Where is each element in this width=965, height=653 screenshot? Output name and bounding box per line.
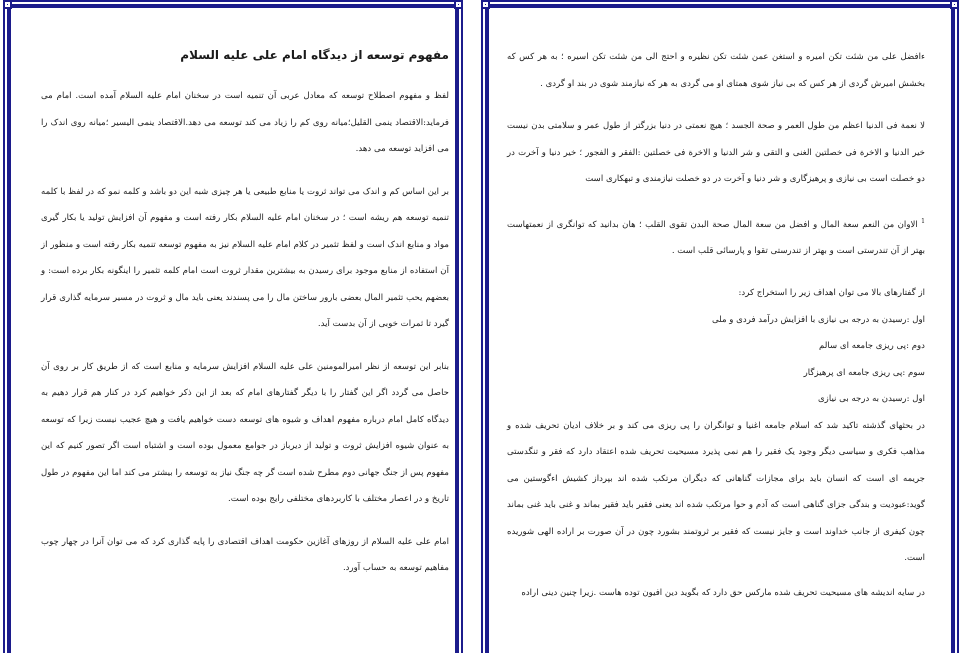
goal-item: دوم :پی ریزی جامعه ای سالم	[819, 341, 925, 352]
paragraph: امام علی علیه السلام از روزهای آغازین حکومت اهداف اقتصادی را پایه گذاری کرد که می توان آنرا در چهار چوب مفاهیم توسعه به حساب آورد.	[41, 536, 449, 573]
page-text-body	[507, 44, 925, 606]
paragraph: ءافضل علی من شئت تکن امیره و استغن عمن شئت تکن نظیره و احتج الی من شئت تکن اسیره ؛ به هر کس که بخشش امیرش گردی از هر کس که بی نیاز شوی همتای او می گردی به هر که نیازمند شوی در بند او گردی .	[507, 52, 925, 89]
page-gap	[463, 0, 481, 643]
border-corner-ornament	[454, 0, 463, 9]
goal-item: سوم :پی ریزی جامعه ای پرهیزگار	[803, 367, 925, 378]
paragraph: بنابر این توسعه از نظر امیرالمومنین علی علیه السلام افزایش سرمایه و منابع است که از طریق کار بر روی آن حاصل می گردد اگر این گفتار را با دیگر گفتارهای امام که بعد از این ذکر خواهیم کرد در کنار هم قرار دهیم به دیدگاه کامل امام درباره مفهوم اهداف و شیوه های توسعه دست خواهیم یافت و هیچ عجیب نیست زیرا که توسعه به عنوان شیوه افزایش ثروت و تولید از دیرباز در جوامع معمول بوده است و اشتباه است اگر تصور کنیم که این مفهوم پس از جنگ جهانی دوم مطرح شده است گر چه جنگ نیاز به توسعه را بیشتر می کند اما این مفهوم در طول تاریخ و در اعصار مختلف با کاربردهای مختلفی رایج بوده است.	[41, 361, 449, 504]
paragraph	[507, 209, 925, 265]
goal-item: اول :رسیدن به درجه بی نیازی	[817, 394, 925, 405]
paragraph: در سایه اندیشه های مسیحیت تحریف شده مارکس حق دارد که بگوید دین افیون توده هاست .زیرا چنین دینی اراده	[521, 587, 925, 598]
paragraph: در بحثهای گذشته تاکید شد که اسلام جامعه اغنیا و توانگران را پی ریزی می کند و بر خلاف ادیان تحریف شده و مذاهب فکری و سیاسی دیگر وجود یک فقیر را هم نمی پذیرد مسیحیت تحریف شده اعتقاد دارد که فقر و تنگدستی جریمه ای است که انسان باید برای مجازات گناهانی که دیگران مرتکب شده اند بپرداز کشیش اءگوستین می گوید:عبودیت و بندگی جزای گناهی است که آدم و حوا مرتکب شده اند یعنی فقیر باید فقیر بماند و غنی باید غنی بماند چون کیفری از جانب خداوند است و جایز نیست که فقیر بر ثروتمند بشورد چون در آن صورت بر اراده الهی شوریده است.	[507, 420, 925, 564]
border-corner-ornament	[481, 0, 490, 9]
paragraph: لفظ و مفهوم اصطلاح توسعه که معادل عربی آن تنمیه است در سخنان امام علیه السلام آمده است. امام می فرماید:الاقتصاد ینمی القلیل؛میانه روی کم را زیاد می کند توسعه می دهد.الاقتصاد ینمی الیسیر ؛میانه روی اندک را می افزاید توسعه می دهد.	[41, 91, 449, 154]
footnote-marker[interactable]: 1	[921, 217, 925, 225]
document-heading: مفهوم توسعه از دیدگاه امام علی علیه السلام	[180, 48, 449, 62]
goal-item: اول :رسیدن به درجه بی نیازی با افزایش درآمد فردی و ملی	[711, 314, 925, 325]
border-corner-ornament	[3, 0, 12, 9]
list-intro: از گفتارهای بالا می توان اهداف زیر را استخراج کرد:	[738, 288, 925, 299]
paragraph: لا نعمة فی الدنیا اعظم من طول العمر و صحة الجسد ؛ هیچ نعمتی در دنیا بزرگتر از طول عمر و سلامتی بدن نیست خیر الدنیا و الاخرة فی خصلتین الغنی و التقی و شر الدنیا و الاخرة فی خصلتین :الفقر و الفجور ؛ خیر دنیا و آخرت در دو خصلت است بی نیازی و پرهیزگاری و شر دنیا و آخرت در دو خصلت نیازمندی و تبهکاری است	[507, 121, 925, 184]
page-text-body	[41, 48, 449, 598]
document-page-right	[481, 0, 959, 643]
paragraph-text: الاوان من النعم سعة المال و افضل من سعة المال صحة البدن تقوی القلب ؛ هان بدانید که توانگری از نعمتهاست بهتر از آن تندرستی است و بهتر از تندرستی تقوا و پارسائی قلب است .	[507, 219, 925, 256]
paragraph: بر این اساس کم و اندک می تواند ثروت یا منابع طبیعی یا هر چیزی شبه این دو باشد و کلمه نمو که در لفظ با کلمه تنمیه توسعه هم ریشه است ؛ در سخنان امام علیه السلام بکار رفته است و مفهوم آن افزایش تولید یا بکار گیری مواد و منابع اندک است و لفظ تثمیر در کلام امام علیه السلام نیز به مفهوم توسعه تنمیه بکار رفته است و منظور از آن استفاده از منابع موجود برای رسیدن به بیشترین مقدار ثروت است امام کلمه تثمیر را اینگونه بکار برده است: و بعضهم یحب تثمیر المال بعضی بارور ساختن مال را می پسندند یعنی باید مال و ثروت در مسیر سرمایه گذاری قرار گیرد تا ثمرات خوبی از آن بدست آید.	[41, 186, 449, 329]
document-page-left	[3, 0, 463, 643]
border-corner-ornament	[950, 0, 959, 9]
